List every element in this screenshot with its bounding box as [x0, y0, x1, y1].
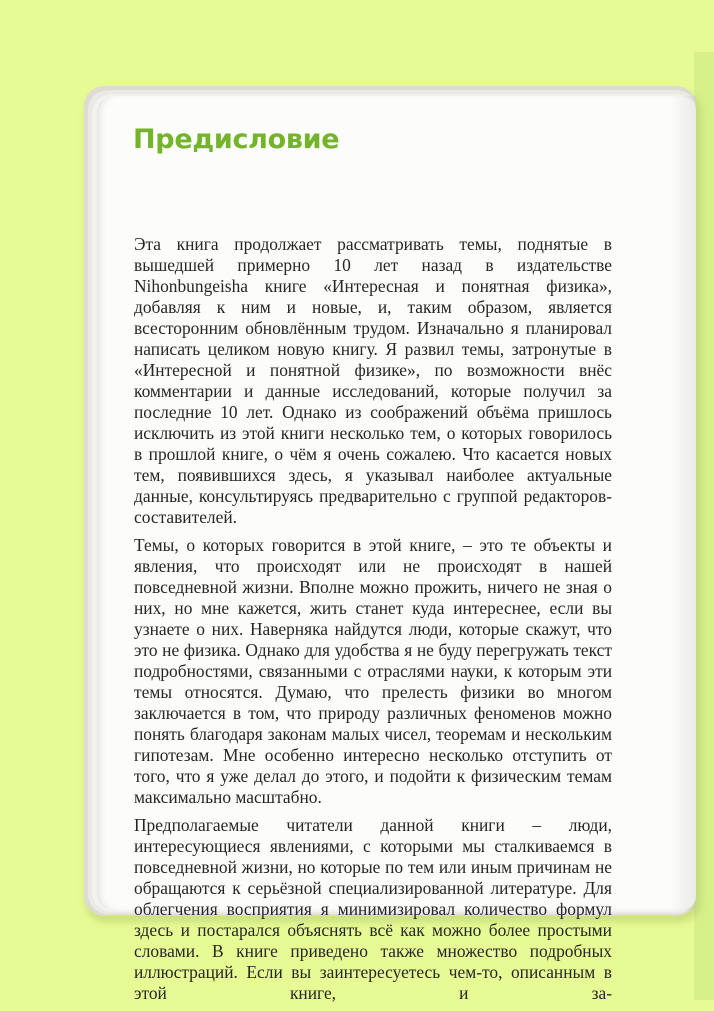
paragraph-2: Темы, о которых говорится в этой книге, – это те объекты и явления, что происходят или не происходят в нашей повседневной жизни. Вполне можно прожить, ничего не зная о них, но мне кажется, жить станет куда интереснее, если вы узнаете о них. Наверняка найдутся люди, которые скажут, что это не физика. Однако для удобства я не буду перегружать текст подробностями, связанными с отраслями науки, к которым эти темы относятся. Думаю, что прелесть физики во многом заключается в том, что природу различных феноменов можно понять благодаря законам малых чисел, теоремам и нескольким гипотезам. Мне особенно интересно несколько отступить от того, что я уже делал до этого, и подойти к физическим темам максимально масштабно. — [134, 535, 612, 807]
body-text — [134, 234, 612, 1011]
paragraph-3: Предполагаемые читатели данной книги – люди, интересующиеся явлениями, с которыми мы сталкиваемся в повседневной жизни, но которые по тем или иным причинам не обращаются к серьёзной специализированной литературе. Для облегчения восприятия я минимизировал количество формул здесь и постарался объяснять всё как можно более простыми словами. В книге приведено также множество подробных иллюстраций. Если вы заинтересуетесь чем-то, описанным в этой книге, и за- — [134, 815, 612, 1003]
page-title: Предисловие — [133, 124, 340, 155]
book — [84, 86, 696, 1003]
book-page — [97, 96, 696, 1003]
paragraph-1: Эта книга продолжает рассматривать темы, поднятые в вышедшей примерно 10 лет назад в издательстве Nihonbungeisha книге «Интересная и понятная физика», добавляя к ним и новые, и, таким образом, является всесторонним обновлённым трудом. Изначально я планировал написать целиком новую книгу. Я развил темы, затронутые в «Интересной и понятной физике», по возможности внёс комментарии и данные исследований, которые получил за последние 10 лет. Однако из соображений объёма пришлось исключить из этой книги несколько тем, о которых говорилось в прошлой книге, о чём я очень сожалею. Что касается новых тем, появившихся здесь, я указывал наиболее актуальные данные, консультируясь предварительно с группой редакторов-составителей. — [134, 234, 612, 527]
